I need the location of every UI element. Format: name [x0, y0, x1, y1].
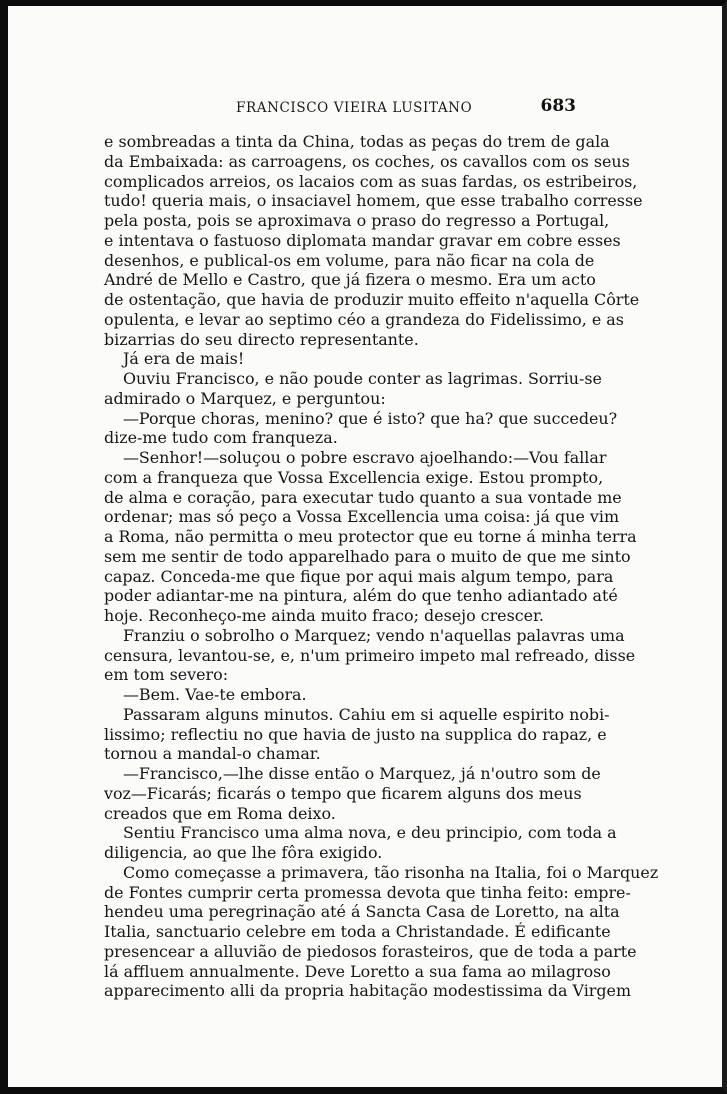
text-line: sem me sentir de todo apparelhado para o muito de que me sinto: [104, 546, 631, 566]
text-line: com a franqueza que Vossa Excellencia exige. Estou prompto,: [104, 467, 604, 487]
page-header: [104, 96, 580, 120]
text-line: dize-me tudo com franqueza.: [104, 428, 338, 448]
text-line: de alma e coração, para executar tudo quanto a sua vontade me: [104, 487, 622, 507]
text-line: Como começasse a primavera, tão risonha na Italia, foi o Marquez: [123, 862, 659, 882]
text-line: poder adiantar-me na pintura, além do que tenho adiantado até: [104, 586, 618, 606]
text-line: voz—Ficarás; ficarás o tempo que ficarem alguns dos meus: [104, 783, 582, 803]
text-line: de Fontes cumprir certa promessa devota que tinha feito: empre-: [104, 882, 631, 902]
text-line: opulenta, e levar ao septimo céo a grandeza do Fidelissimo, e as: [104, 309, 624, 329]
text-line: e intentava o fastuoso diplomata mandar gravar em cobre esses: [104, 230, 621, 250]
text-line: André de Mello e Castro, que já fizera o mesmo. Era um acto: [104, 270, 596, 290]
text-line: Passaram alguns minutos. Cahiu em si aquelle espirito nobi-: [123, 704, 610, 724]
text-line: da Embaixada: as carroagens, os coches, os cavallos com os seus: [104, 151, 630, 171]
text-line: admirado o Marquez, e perguntou:: [104, 388, 386, 408]
body-text: [104, 132, 659, 1001]
text-line: bizarrias do seu directo representante.: [104, 329, 419, 349]
text-line: pela posta, pois se aproximava o praso do regresso a Portugal,: [104, 211, 610, 230]
text-line: complicados arreios, os lacaios com as suas fardas, os estribeiros,: [104, 171, 638, 191]
text-line: ordenar; mas só peço a Vossa Excellencia uma coisa: já que vim: [104, 507, 620, 527]
text-line: presencear a alluvião de piedosos forasteiros, que de toda a parte: [104, 941, 637, 961]
text-line: Sentiu Francisco uma alma nova, e deu principio, com toda a: [123, 823, 617, 843]
text-line: —Senhor!—soluçou o pobre escravo ajoelhando:—Vou fallar: [123, 448, 607, 467]
text-line: tornou a mandal-o chamar.: [104, 744, 321, 764]
text-line: Italia, sanctuario celebre em toda a Christandade. É edificante: [104, 922, 611, 941]
text-line: e sombreadas a tinta da China, todas as peças do trem de gala: [104, 132, 610, 151]
text-line: a Roma, não permitta o meu protector que eu torne á minha terra: [104, 527, 637, 546]
text-line: lá affluem annualmente. Deve Loretto a sua fama ao milagroso: [104, 961, 611, 981]
text-line: lissimo; reflectiu no que havia de justo na supplica do rapaz, e: [104, 724, 607, 744]
page-number: 683: [540, 96, 576, 116]
text-line: capaz. Conceda-me que fique por aqui mais algum tempo, para: [104, 566, 614, 586]
text-line: Ouviu Francisco, e não poude conter as lagrimas. Sorriu-se: [123, 369, 602, 388]
text-line: diligencia, ao que lhe fôra exigido.: [104, 843, 383, 862]
text-line: censura, levantou-se, e, n'um primeiro impeto mal refreado, disse: [104, 645, 636, 665]
text-line: —Porque choras, menino? que é isto? que ha? que succedeu?: [123, 408, 618, 428]
text-line: —Francisco,—lhe disse então o Marquez, já n'outro som de: [123, 764, 601, 783]
text-line: desenhos, e publical-os em volume, para não ficar na cola de: [104, 250, 595, 270]
running-title: FRANCISCO VIEIRA LUSITANO: [236, 100, 473, 116]
text-line: em tom severo:: [104, 665, 229, 685]
text-line: hoje. Reconheço-me ainda muito fraco; desejo crescer.: [104, 606, 544, 625]
text-line: Franziu o sobrolho o Marquez; vendo n'aquellas palavras uma: [123, 625, 625, 645]
text-line: —Bem. Vae-te embora.: [123, 685, 307, 704]
text-line: creados que em Roma deixo.: [104, 803, 336, 823]
text-line: tudo! queria mais, o insaciavel homem, que esse trabalho corresse: [104, 191, 643, 211]
text-line: apparecimento alli da propria habitação modestissima da Virgem: [104, 981, 632, 1001]
text-line: Já era de mais!: [123, 349, 245, 369]
text-line: hendeu uma peregrinação até á Sancta Casa de Loretto, na alta: [104, 902, 620, 922]
text-line: de ostentação, que havia de produzir muito effeito n'aquella Côrte: [104, 290, 640, 309]
